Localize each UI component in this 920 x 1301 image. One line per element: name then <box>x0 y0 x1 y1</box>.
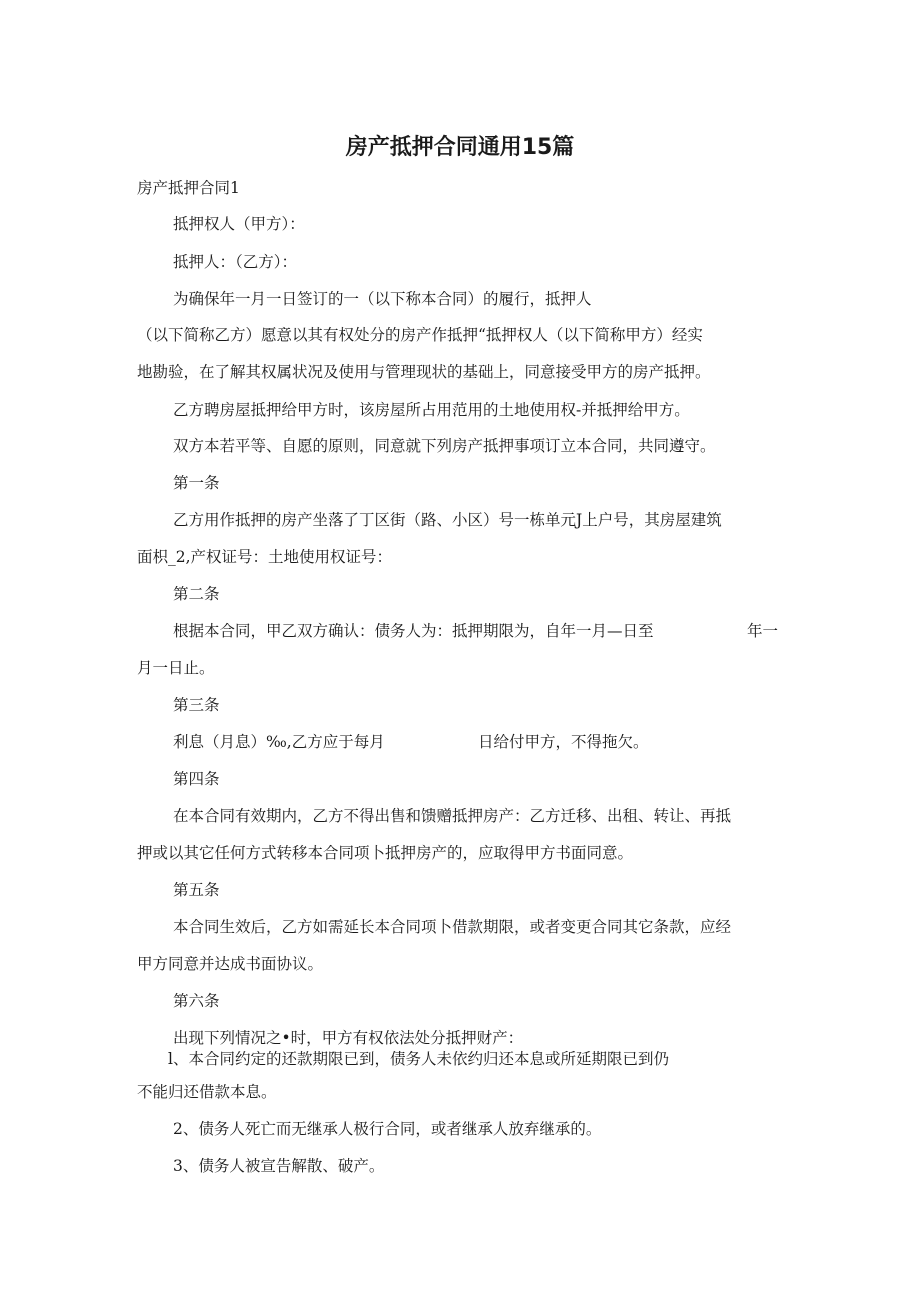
document-title: 房产抵押合同通用15篇 <box>345 135 575 160</box>
paragraph-fragment: 日给付甲方，不得拖欠。 <box>478 733 649 751</box>
paragraph-fragment: 年一 <box>747 622 779 640</box>
paragraph-line: 不能归还借款本息。 <box>137 1083 277 1101</box>
paragraph-line: 甲方同意并达成书面协议。 <box>137 955 324 973</box>
paragraph-line: 利息（月息）‰,乙方应于每月 <box>173 733 385 751</box>
article-heading: 第一条 <box>173 474 220 492</box>
paragraph-line: 面枳_2,产权证号：土地使用权证号： <box>137 548 393 566</box>
paragraph-line: 月一日止。 <box>137 659 215 677</box>
article-heading: 第二条 <box>173 585 220 603</box>
article-heading: 第六条 <box>173 992 220 1010</box>
list-item: l、本合同约定的还款期限已到，债务人未依约归还本息或所延期限已到仍 <box>168 1050 669 1068</box>
paragraph-line: 在本合同有效期内，乙方不得出售和馈赠抵押房产：乙方迁移、出租、转让、再抵 <box>173 807 732 825</box>
list-item: 2、债务人死亡而无继承人极行合同，或者继承人放弃继承的。 <box>173 1120 602 1138</box>
contract-heading: 房产抵押合同1 <box>137 179 240 197</box>
paragraph-line: 本合同生效后，乙方如需延长本合同项卜借款期限，或者变更合同其它条款，应经 <box>173 918 732 936</box>
mortgagee-line: 抵押权人（甲方）： <box>173 215 305 233</box>
paragraph-line: 乙方聘房屋抵押给甲方时，该房屋所占用范用的土地使用权-并抵押给甲方。 <box>173 401 690 419</box>
paragraph-line: 乙方用作抵押的房产坐落了丁区街（路、小区）号一栋单元J上户号，其房屋建筑 <box>173 511 722 529</box>
paragraph-line: 根据本合同，甲乙双方确认：债务人为：抵押期限为，自年一月—日至 <box>173 622 654 640</box>
article-heading: 第五条 <box>173 881 220 899</box>
paragraph-line: 出现下列情况之•时，甲方有权依法处分抵押财产： <box>173 1029 524 1047</box>
article-heading: 第四条 <box>173 770 220 788</box>
paragraph-line: 为确保年一月一日签订的一（以下称本合同）的履行，抵押人 <box>173 290 592 308</box>
paragraph-line: 双方本若平等、自愿的原则，同意就下列房产抵押事项订立本合同，共同遵守。 <box>173 437 716 455</box>
paragraph-line: 地勘验，在了解其权属状况及使用与管理现状的基础上，同意接受甲方的房产抵押。 <box>137 363 711 381</box>
list-item: 3、债务人被宣告解散、破产。 <box>173 1157 385 1175</box>
paragraph-line: 押或以其它任何方式转移本合同项卜抵押房产的，应取得甲方书面同意。 <box>137 844 634 862</box>
mortgagor-line: 抵押人：（乙方）： <box>173 253 298 271</box>
paragraph-line: （以下简称乙方）愿意以其有权处分的房产作抵押“抵押权人（以下简称甲方）经实 <box>137 326 703 344</box>
article-heading: 第三条 <box>173 696 220 714</box>
